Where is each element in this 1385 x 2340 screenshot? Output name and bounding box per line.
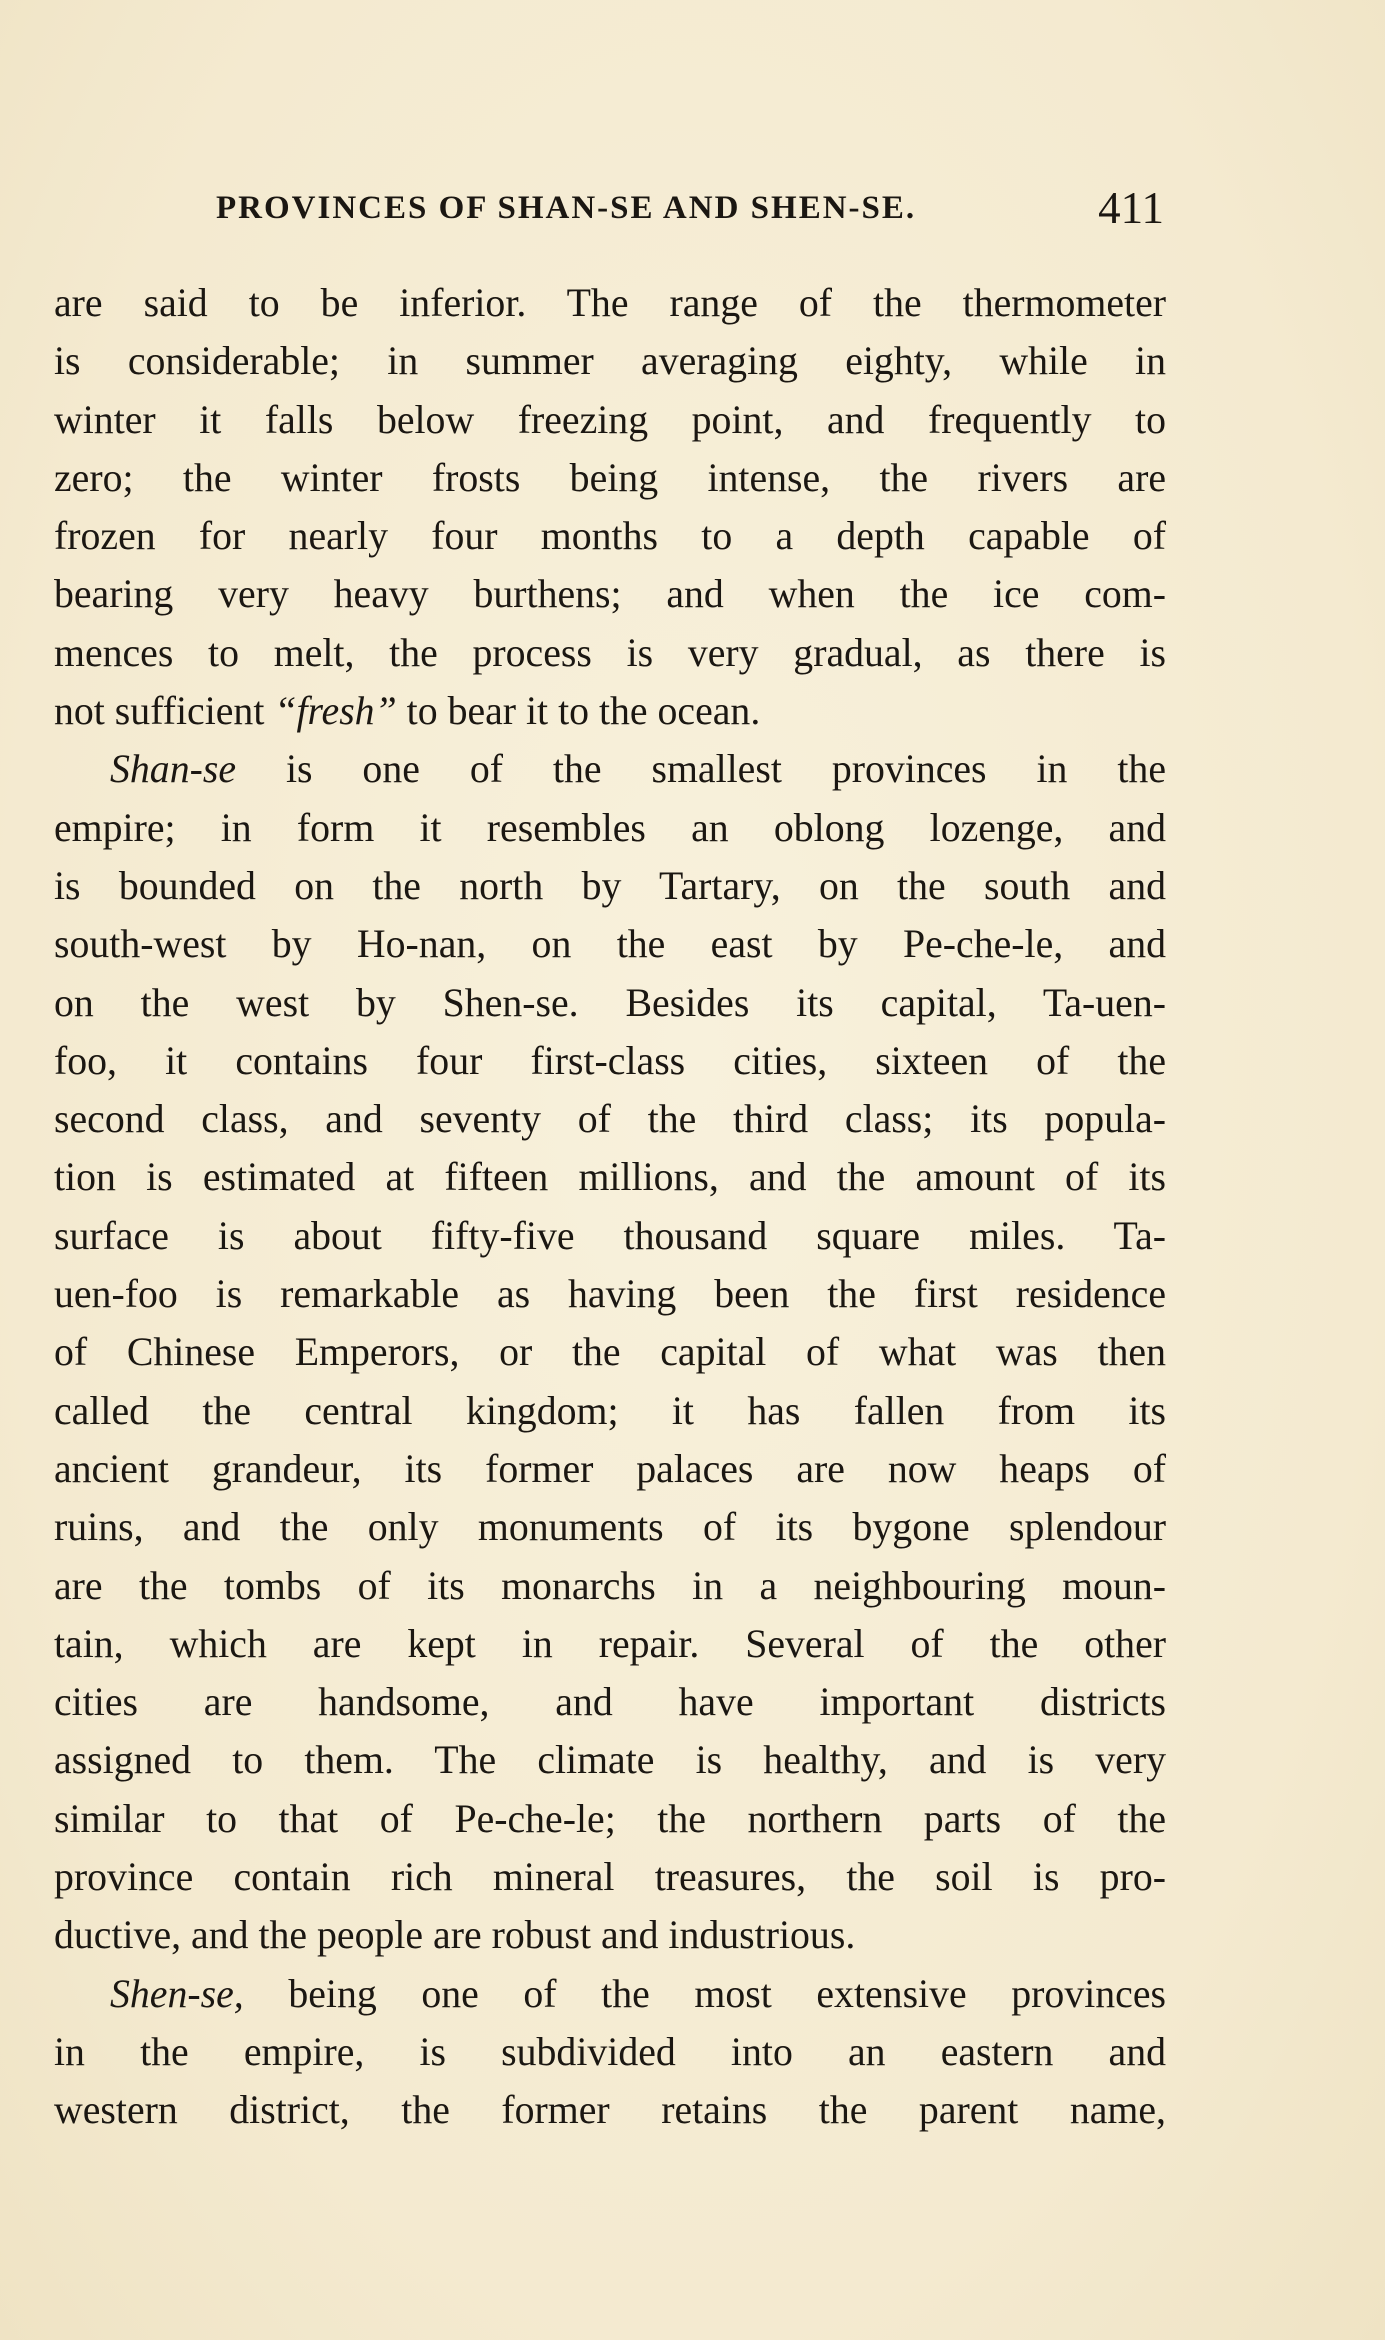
text-line: is considerable; in summer averaging eighty, while in [54,339,1166,384]
text-line [54,1965,1166,2023]
running-head [54,182,1164,242]
text-line: assigned to them. The climate is healthy, and is very [54,1738,1166,1783]
text-line: western district, the former retains the parent name, [54,2088,1166,2133]
text-line: ductive, and the people are robust and industrious. [54,1913,856,1958]
text-line: empire; in form it resembles an oblong lozenge, and [54,805,1166,850]
italic-province-name: Shen-se, [110,1971,244,2016]
text-line: tain, which are kept in repair. Several of the other [54,1621,1166,1666]
page-number: 411 [1098,183,1164,233]
text-line: are the tombs of its monarchs in a neighbouring moun- [54,1563,1166,1608]
text-line: foo, it contains four first-class cities, sixteen of the [54,1038,1166,1083]
body-text [54,274,1166,2140]
text-segment: is one of the smallest provinces in the [236,747,1166,792]
text-line: winter it falls below freezing point, and frequently to [54,397,1166,442]
text-line: called the central kingdom; it has fallen from its [54,1388,1166,1433]
text-line: surface is about fifty-five thousand square miles. Ta- [54,1213,1166,1258]
text-segment: to bear it to the ocean. [396,689,761,734]
text-line [54,740,1166,798]
text-line: on the west by Shen-se. Besides its capital, Ta-uen- [54,980,1166,1025]
text-line [54,682,1166,740]
text-line: is bounded on the north by Tartary, on the south and [54,863,1166,908]
text-line: mences to melt, the process is very gradual, as there is [54,630,1166,675]
italic-province-name: Shan-se [110,747,236,792]
text-line: south-west by Ho-nan, on the east by Pe-che-le, and [54,922,1166,967]
text-line: zero; the winter frosts being intense, the rivers are [54,455,1166,500]
running-title: PROVINCES OF SHAN-SE AND SHEN-SE. [216,190,917,226]
text-line: second class, and seventy of the third class; its popula- [54,1097,1166,1142]
text-line: bearing very heavy burthens; and when the ice com- [54,572,1166,617]
text-line: similar to that of Pe-che-le; the northern parts of the [54,1796,1166,1841]
text-line: ruins, and the only monuments of its bygone splendour [54,1505,1166,1550]
text-line: of Chinese Emperors, or the capital of what was then [54,1330,1166,1375]
text-line: are said to be inferior. The range of the thermometer [54,281,1166,325]
text-line: frozen for nearly four months to a depth capable of [54,514,1166,559]
text-segment: being one of the most extensive provinces [243,1971,1166,2016]
text-line: province contain rich mineral treasures, the soil is pro- [54,1855,1166,1900]
text-line: ancient grandeur, its former palaces are now heaps of [54,1446,1166,1491]
text-line: uen-foo is remarkable as having been the first residence [54,1272,1166,1317]
text-line: cities are handsome, and have important districts [54,1680,1166,1725]
text-segment: not sufficient [54,689,275,734]
text-line: tion is estimated at fifteen millions, and the amount of its [54,1155,1166,1200]
italic-quote: “fresh” [274,689,397,734]
text-line: in the empire, is subdivided into an eastern and [54,2029,1166,2074]
